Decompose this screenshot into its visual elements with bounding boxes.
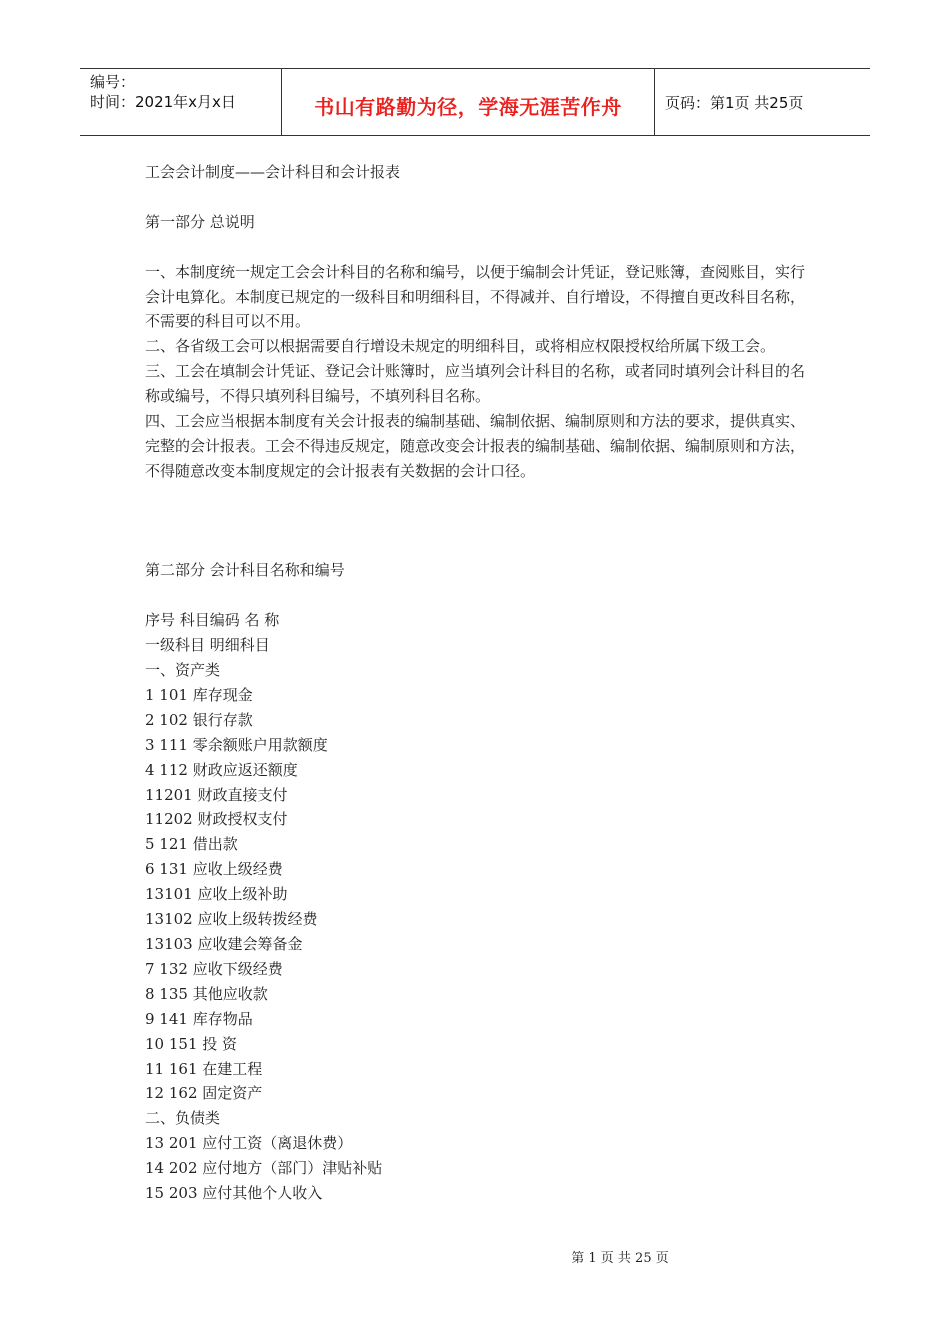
account-item: 11 161 在建工程 <box>145 1059 263 1078</box>
account-item: 15 203 应付其他个人收入 <box>145 1184 323 1203</box>
account-item: 2 102 银行存款 <box>145 710 253 729</box>
account-item: 9 141 库存物品 <box>145 1009 253 1028</box>
account-item: 3 111 零余额账户用款额度 <box>145 735 328 754</box>
table-header-row: 序号 科目编码 名 称 <box>145 611 280 630</box>
account-item: 11201 财政直接支付 <box>145 785 288 804</box>
part1-paragraph: 四、工会应当根据本制度有关会计报表的编制基础、编制依据、编制原则和方法的要求，提供真实、完整的会计报表。工会不得违反规定，随意改变会计报表的编制基础、编制依据、编制原则和方法，不得随意改变本制度规定的会计报表有关数据的会计口径。 <box>145 412 806 480</box>
page-header <box>80 68 870 136</box>
document-time-label: 时间：2021年x月x日 <box>90 93 236 111</box>
account-item: 13101 应收上级补助 <box>145 885 288 904</box>
document-title: 工会会计制度——会计科目和会计报表 <box>145 163 401 181</box>
part1-paragraph: 三、工会在填制会计凭证、登记会计账簿时，应当填列会计科目的名称，或者同时填列会计科目的名称或编号，不得只填列科目编号，不填列科目名称。 <box>145 362 806 406</box>
account-item: 5 121 借出款 <box>145 835 238 854</box>
document-body <box>145 160 810 1206</box>
account-item: 13102 应收上级转拨经费 <box>145 910 318 929</box>
part1-paragraph: 一、本制度统一规定工会会计科目的名称和编号，以便于编制会计凭证，登记账簿，查阅账目，实行会计电算化。本制度已规定的一级科目和明细科目，不得减并、自行增设，不得擅自更改科目名称，不需要的科目可以不用。 <box>145 262 806 331</box>
account-item: 14 202 应付地方（部门）津贴补贴 <box>145 1159 383 1178</box>
account-item: 13 201 应付工资（离退休费） <box>145 1134 353 1153</box>
account-item: 6 131 应收上级经费 <box>145 860 283 879</box>
account-item: 13103 应收建会筹备金 <box>145 935 303 954</box>
account-item: 7 132 应收下级经费 <box>145 959 283 978</box>
category-heading-assets: 一、资产类 <box>145 661 221 680</box>
account-item: 4 112 财政应返还额度 <box>145 760 298 779</box>
account-item: 1 101 库存现金 <box>145 685 253 704</box>
header-page-info: 页码：第1页 共25页 <box>665 94 804 112</box>
header-motto-cell <box>281 69 655 135</box>
category-heading-liabilities: 二、负债类 <box>145 1109 221 1128</box>
part1-heading: 第一部分 总说明 <box>145 212 255 231</box>
page-footer: 第 1 页 共 25 页 <box>571 1251 669 1266</box>
account-item: 8 135 其他应收款 <box>145 984 268 1003</box>
account-item: 12 162 固定资产 <box>145 1084 263 1103</box>
document-number-label: 编号： <box>90 73 136 91</box>
account-item: 11202 财政授权支付 <box>145 810 288 829</box>
account-item: 10 151 投 资 <box>145 1034 238 1053</box>
part1-paragraph: 二、各省级工会可以根据需要自行增设未规定的明细科目，或将相应权限授权给所属下级工会。 <box>145 337 776 356</box>
part2-heading: 第二部分 会计科目名称和编号 <box>145 561 345 580</box>
table-subheader-row: 一级科目 明细科目 <box>145 636 270 655</box>
header-meta <box>80 69 281 135</box>
header-motto: 书山有路勤为径，学海无涯苦作舟 <box>314 95 622 119</box>
